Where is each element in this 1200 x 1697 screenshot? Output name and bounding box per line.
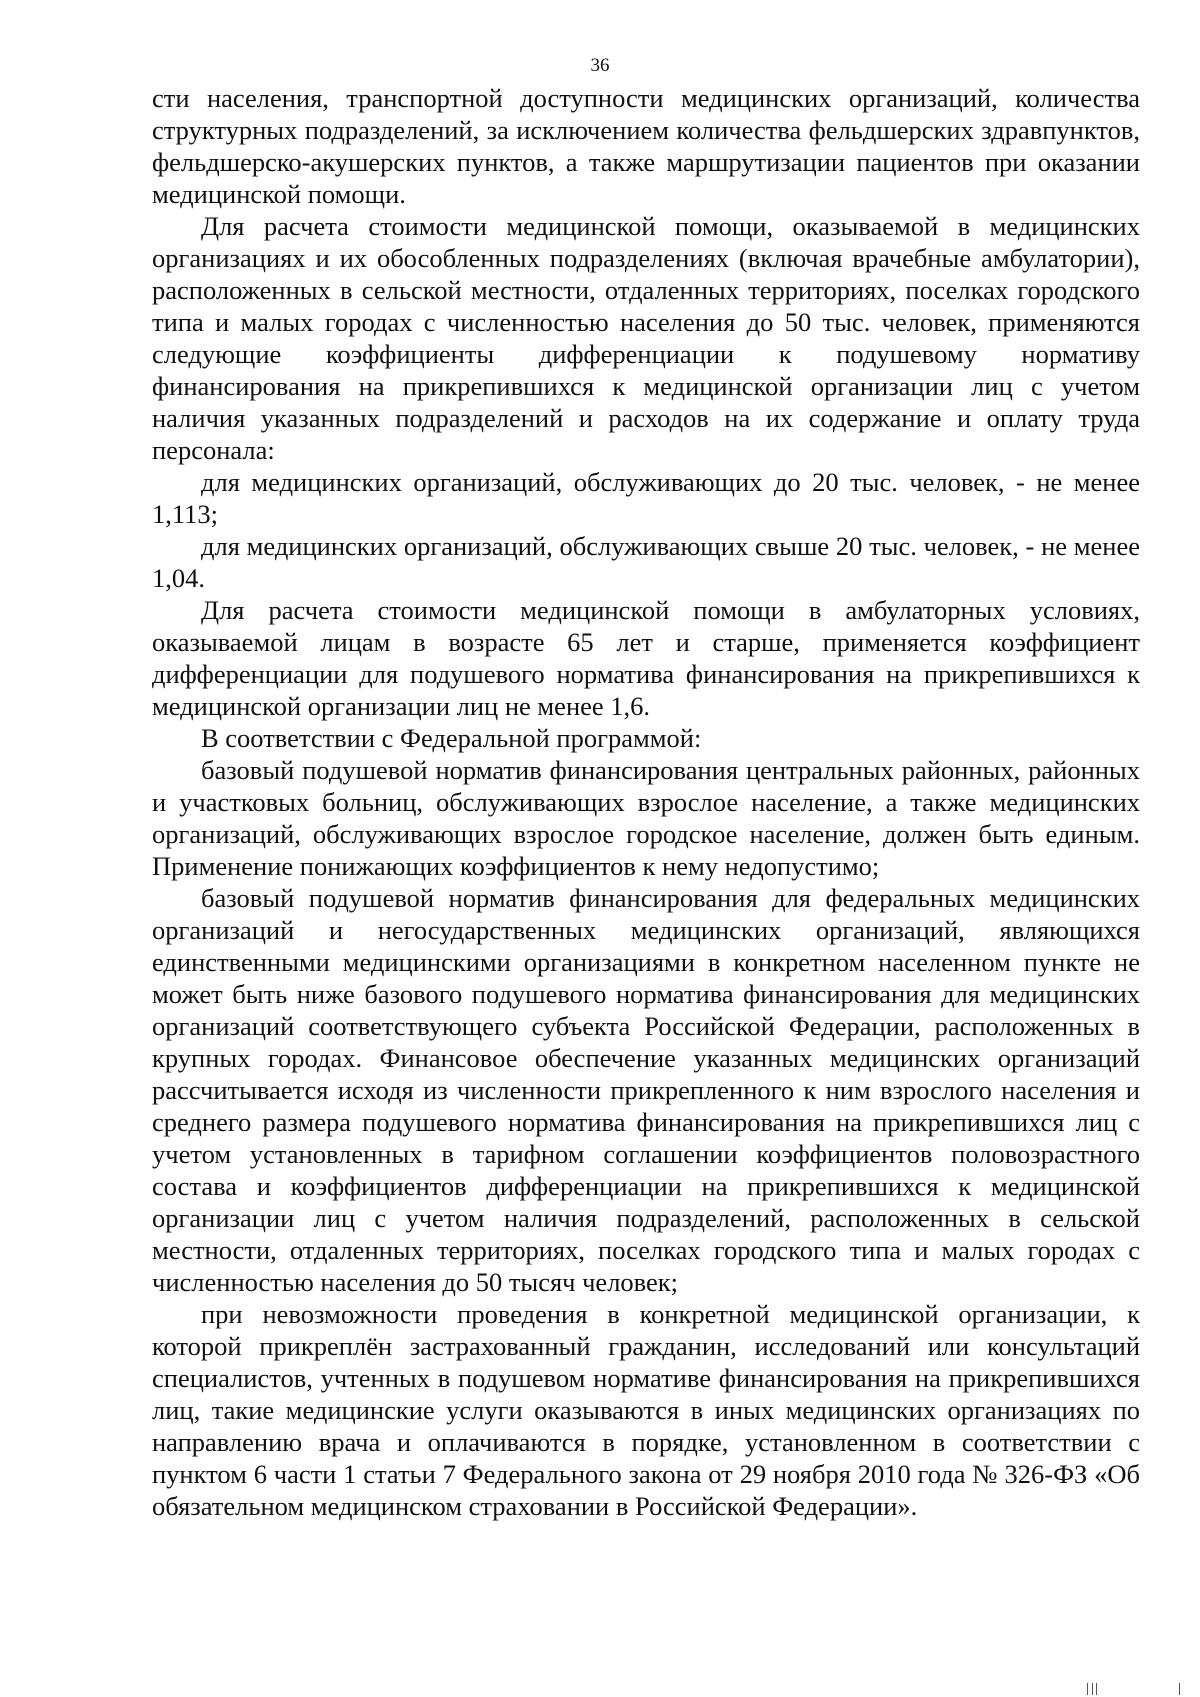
paragraph-1: сти населения, транспортной доступности медицинских организаций, количества структурных подразделений, за исключением количества фельдшерских здравпунктов, фельдшерско-акушерских пунктов, а также маршрутизации пациентов при оказании медицинской помощи. (152, 83, 1140, 209)
paragraph-7: базовый подушевой норматив финансирования центральных районных, районных и участковых больниц, обслуживающих взрослое население, а также медицинских организаций, обслуживающих взрослое городское население, должен быть единым. Применение понижающих коэффициентов к нему недопустимо; (152, 755, 1140, 881)
scan-edge-marks (1087, 1681, 1187, 1695)
document-body (152, 82, 1140, 1522)
paragraph-3: для медицинских организаций, обслуживающих до 20 тыс. человек, - не менее 1,113; (152, 467, 1140, 529)
paragraph-2: Для расчета стоимости медицинской помощи, оказываемой в медицинских организациях и их обособленных подразделениях (включая врачебные амбулатории), расположенных в сельской местности, отдаленных территориях, поселках городского типа и малых городах с численностью населения до 50 тыс. человек, применяются следующие коэффициенты дифференциации к подушевому нормативу финансирования на прикрепившихся к медицинской организации лиц с учетом наличия указанных подразделений и расходов на их содержание и оплату труда персонала: (152, 211, 1140, 465)
paragraph-5: Для расчета стоимости медицинской помощи в амбулаторных условиях, оказываемой лицам в возрасте 65 лет и старше, применяется коэффициент дифференциации для подушевого норматива финансирования на прикрепившихся к медицинской организации лиц не менее 1,6. (152, 595, 1140, 721)
paragraph-9: при невозможности проведения в конкретной медицинской организации, к которой прикреплён застрахованный гражданин, исследований или консультаций специалистов, учтенных в подушевом нормативе финансирования на прикрепившихся лиц, такие медицинские услуги оказываются в иных медицинских организациях по направлению врача и оплачиваются в порядке, установленном в соответствии с пунктом 6 части 1 статьи 7 Федерального закона от 29 ноября 2010 года № 326-ФЗ «Об обязательном медицинском страховании в Российской Федерации». (152, 1299, 1140, 1521)
page-number: 36 (590, 55, 610, 76)
paragraph-4: для медицинских организаций, обслуживающих свыше 20 тыс. человек, - не менее 1,04. (152, 531, 1140, 593)
paragraph-8: базовый подушевой норматив финансирования для федеральных медицинских организаций и негосударственных медицинских организаций, являющихся единственными медицинскими организациями в конкретном населенном пункте не может быть ниже базового подушевого норматива финансирования для медицинских организаций соответствующего субъекта Российской Федерации, расположенных в крупных городах. Финансовое обеспечение указанных медицинских организаций рассчитывается исходя из численности прикрепленного к ним взрослого населения и среднего размера подушевого норматива финансирования на прикрепившихся лиц с учетом установленных в тарифном соглашении коэффициентов половозрастного состава и коэффициентов дифференциации на прикрепившихся к медицинской организации лиц с учетом наличия подразделений, расположенных в сельской местности, отдаленных территориях, поселках городского типа и малых городах с численностью населения до 50 тысяч человек; (152, 883, 1140, 1297)
paragraph-6: В соответствии с Федеральной программой: (201, 723, 702, 753)
